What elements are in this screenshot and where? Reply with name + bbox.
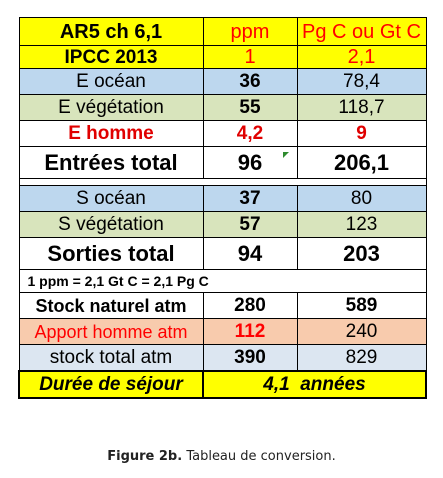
s-ocean-label: S océan — [19, 186, 203, 212]
table-row — [19, 69, 426, 95]
e-homme-label: E homme — [19, 121, 203, 147]
table-row — [19, 186, 426, 212]
table-row — [19, 18, 426, 46]
apport-homme-ppm: 112 — [203, 319, 297, 345]
e-homme-ppm: 4,2 — [203, 121, 297, 147]
apport-homme-pgc: 240 — [297, 319, 426, 345]
entrees-total-ppm: 96 — [203, 147, 297, 179]
header-pgc-cell: Pg C ou Gt C — [297, 18, 426, 46]
s-ocean-ppm: 37 — [203, 186, 297, 212]
figure-caption — [0, 449, 443, 464]
stock-naturel-label: Stock naturel atm — [19, 293, 203, 319]
sorties-total-pgc: 203 — [297, 238, 426, 270]
table-row — [19, 319, 426, 345]
table-row — [19, 121, 426, 147]
header-source-cell: AR5 ch 6,1 — [19, 18, 203, 46]
table-row — [19, 95, 426, 121]
stock-total-ppm: 390 — [203, 345, 297, 372]
apport-homme-label: Apport homme atm — [19, 319, 203, 345]
e-vegetation-label: E végétation — [19, 95, 203, 121]
stock-naturel-ppm: 280 — [203, 293, 297, 319]
conversion-table — [18, 17, 427, 399]
header-ppm-cell: ppm — [203, 18, 297, 46]
duree-value: 4,1 années — [203, 371, 426, 398]
header-pgc-unit-cell: 2,1 — [297, 46, 426, 69]
table-row — [19, 147, 426, 179]
table-row — [19, 238, 426, 270]
entrees-total-label: Entrées total — [19, 147, 203, 179]
conversion-note: 1 ppm = 2,1 Gt C = 2,1 Pg C — [19, 270, 426, 293]
s-vegetation-ppm: 57 — [203, 212, 297, 238]
table-row — [19, 371, 426, 398]
e-ocean-pgc: 78,4 — [297, 69, 426, 95]
stock-total-pgc: 829 — [297, 345, 426, 372]
duree-label: Durée de séjour — [19, 371, 203, 398]
sorties-total-ppm: 94 — [203, 238, 297, 270]
table-row — [19, 345, 426, 372]
s-vegetation-label: S végétation — [19, 212, 203, 238]
e-homme-pgc: 9 — [297, 121, 426, 147]
table-row — [19, 270, 426, 293]
table-row — [19, 212, 426, 238]
table-row — [19, 46, 426, 69]
e-ocean-ppm: 36 — [203, 69, 297, 95]
caption-label: Figure 2b. — [107, 449, 183, 464]
e-vegetation-pgc: 118,7 — [297, 95, 426, 121]
caption-text: Tableau de conversion. — [182, 449, 336, 464]
e-ocean-label: E océan — [19, 69, 203, 95]
table-spacer — [19, 179, 426, 186]
entrees-total-pgc: 206,1 — [297, 147, 426, 179]
header-ppm-unit-cell: 1 — [203, 46, 297, 69]
spacer-cell — [19, 179, 426, 186]
s-vegetation-pgc: 123 — [297, 212, 426, 238]
e-vegetation-ppm: 55 — [203, 95, 297, 121]
header-ipcc-cell: IPCC 2013 — [19, 46, 203, 69]
sorties-total-label: Sorties total — [19, 238, 203, 270]
cell-comment-marker — [283, 152, 289, 158]
table-row — [19, 293, 426, 319]
stock-naturel-pgc: 589 — [297, 293, 426, 319]
stock-total-label: stock total atm — [19, 345, 203, 372]
s-ocean-pgc: 80 — [297, 186, 426, 212]
